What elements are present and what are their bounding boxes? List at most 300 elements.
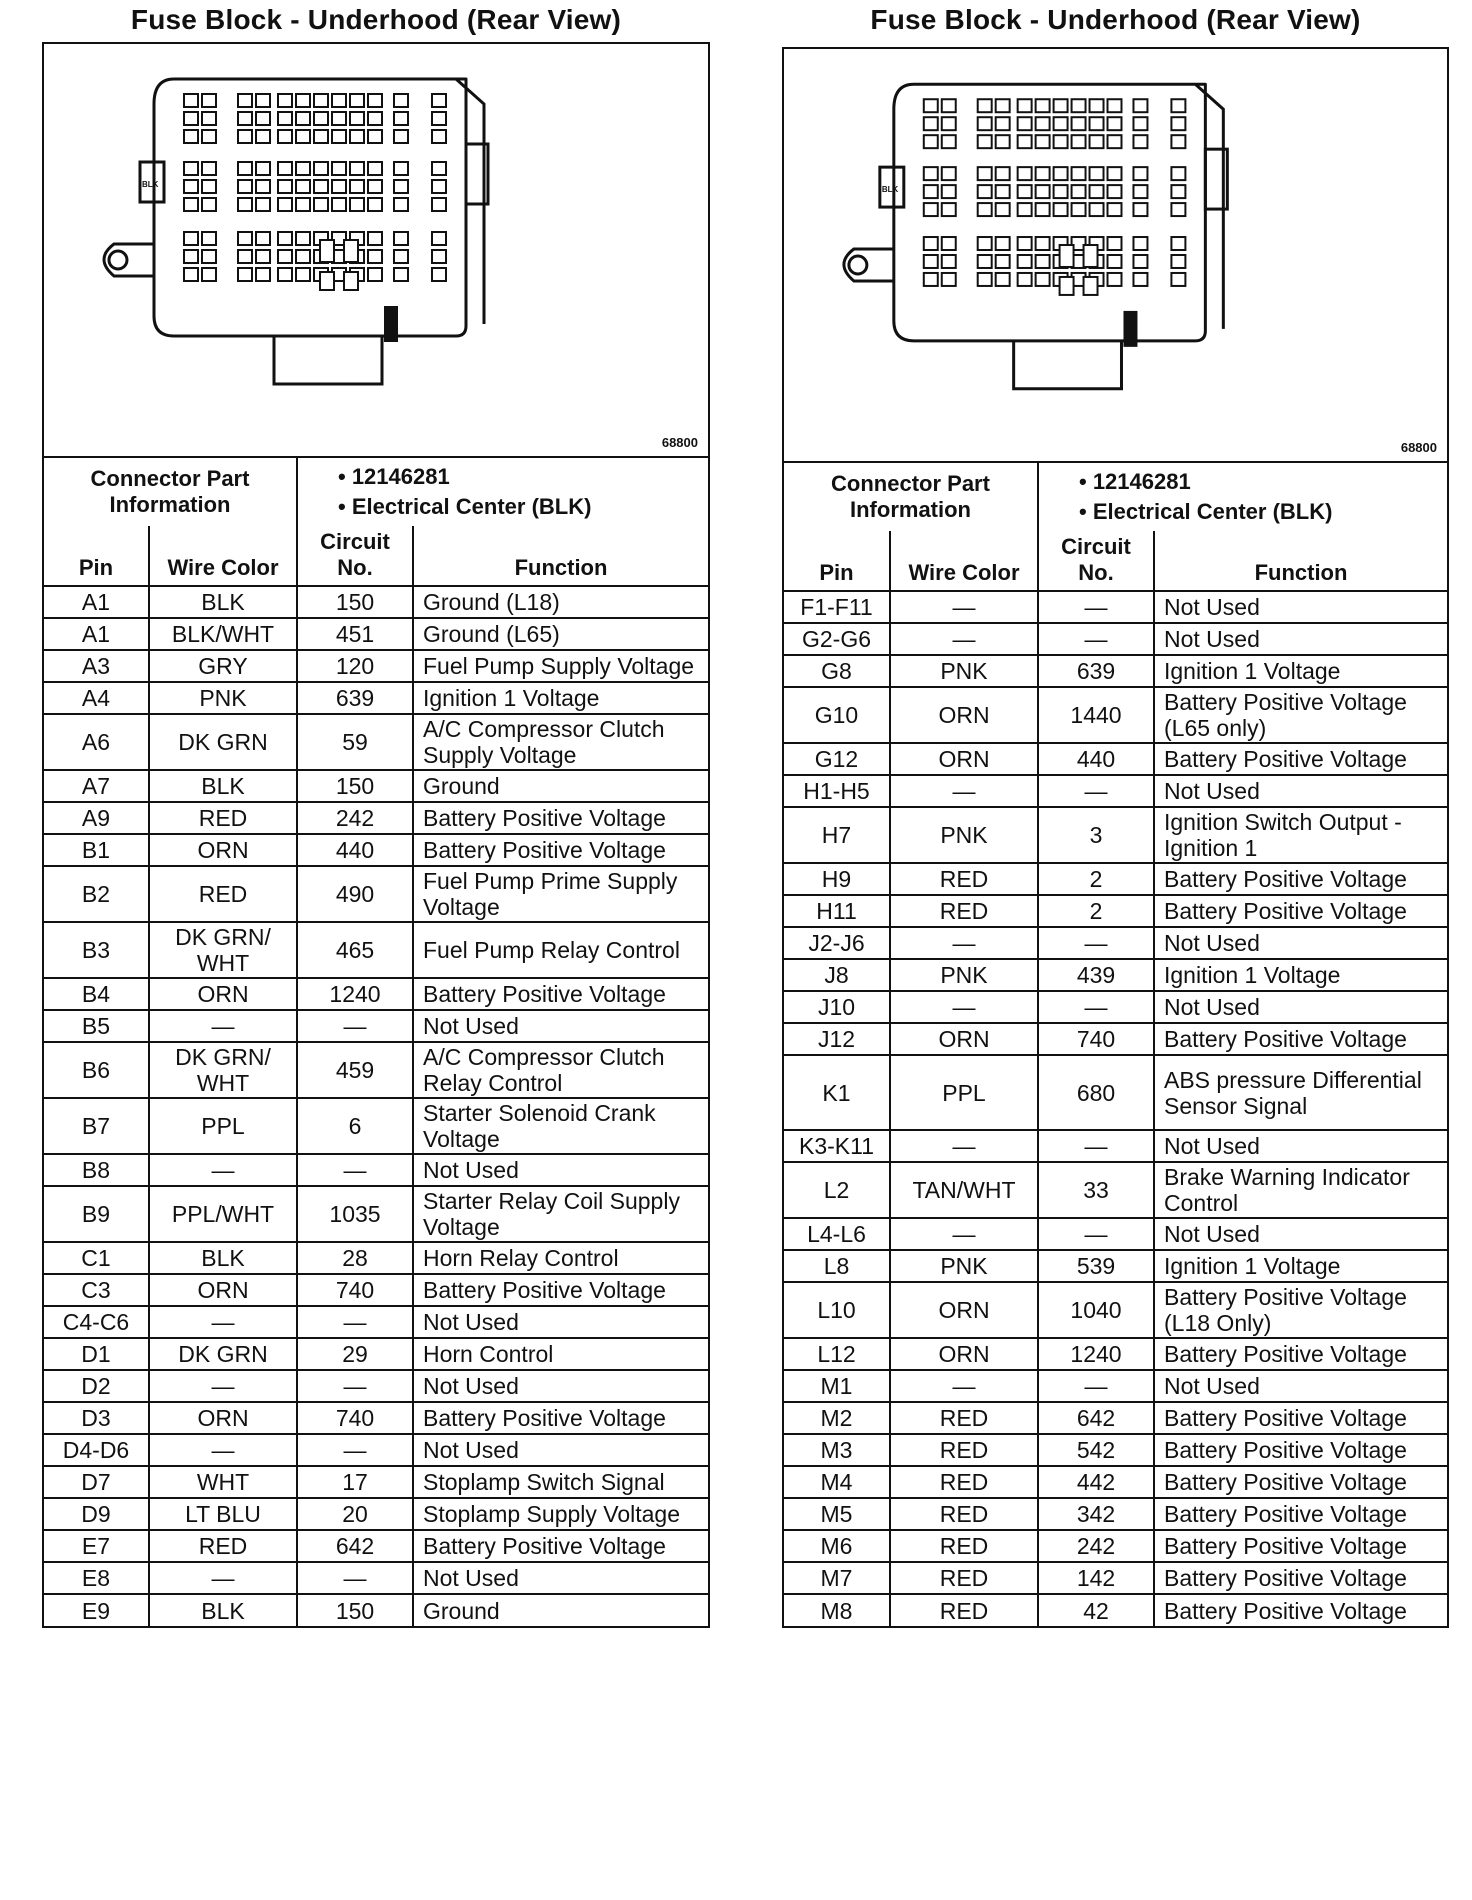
table-row [784, 775, 1447, 807]
fuse-cavity [1108, 135, 1122, 148]
function-cell: Ground (L18) [413, 586, 708, 618]
circuit-cell: 439 [1038, 959, 1154, 991]
fuse-cavity [1171, 237, 1185, 250]
fuse-cavity [1171, 99, 1185, 112]
fuse-cavity [1036, 185, 1050, 198]
function-cell: A/C Compressor Clutch Supply Voltage [413, 714, 708, 770]
pin-cell: F1-F11 [784, 591, 890, 623]
table-row [784, 623, 1447, 655]
circuit-cell: — [1038, 927, 1154, 959]
pin-cell: E8 [44, 1562, 149, 1594]
pin-cell: D2 [44, 1370, 149, 1402]
fuse-cavity [368, 232, 382, 245]
fuse-cavity [432, 94, 446, 107]
pin-cell: A9 [44, 802, 149, 834]
circuit-cell: — [297, 1010, 413, 1042]
fuse-cavity [978, 167, 992, 180]
connector-frame [782, 47, 1449, 1628]
fuse-cavity [296, 162, 310, 175]
fuse-block-diagram [784, 49, 1447, 463]
function-cell: Battery Positive Voltage [1154, 1594, 1447, 1626]
function-cell: Battery Positive Voltage [1154, 1466, 1447, 1498]
table-row [44, 1530, 708, 1562]
circuit-cell: — [1038, 1370, 1154, 1402]
wire-color-cell: — [890, 591, 1038, 623]
pin-cell: D9 [44, 1498, 149, 1530]
fuse-cavity [1054, 135, 1068, 148]
wire-color-cell: BLK [149, 770, 297, 802]
blk-label: BLK [142, 180, 159, 189]
table-row [784, 1562, 1447, 1594]
fuse-cavity [1133, 185, 1147, 198]
function-cell: Battery Positive Voltage [1154, 1498, 1447, 1530]
fuse-cavity [1018, 273, 1032, 286]
connector-frame [42, 42, 710, 1628]
pin-table [44, 526, 708, 1626]
fuse-cavity [350, 180, 364, 193]
circuit-cell: 242 [1038, 1530, 1154, 1562]
pin-cell: B5 [44, 1010, 149, 1042]
fuse-cavity [1171, 135, 1185, 148]
fuse-cavity [256, 180, 270, 193]
fuse-cavity [942, 237, 956, 250]
pin-cell: M2 [784, 1402, 890, 1434]
fuse-cavity [296, 112, 310, 125]
function-cell: Fuel Pump Relay Control [413, 922, 708, 978]
function-cell: Ignition 1 Voltage [1154, 1250, 1447, 1282]
fuse-cavity [924, 273, 938, 286]
pin-cell: B4 [44, 978, 149, 1010]
part-description: • Electrical Center (BLK) [338, 494, 592, 519]
table-row [44, 978, 708, 1010]
circuit-cell: — [1038, 991, 1154, 1023]
fuse-cavity [996, 99, 1010, 112]
table-row [44, 714, 708, 770]
pin-cell: B2 [44, 866, 149, 922]
fuse-cavity [924, 135, 938, 148]
pin-cell: A7 [44, 770, 149, 802]
fuse-cavity [278, 268, 292, 281]
wire-color-cell: PPL [890, 1055, 1038, 1130]
wire-color-cell: ORN [890, 687, 1038, 743]
table-row [44, 1186, 708, 1242]
function-cell: Battery Positive Voltage [413, 1274, 708, 1306]
function-cell: Battery Positive Voltage [413, 1402, 708, 1434]
fuse-cavity [1171, 255, 1185, 268]
fuse-cavity [238, 198, 252, 211]
fuse-cavity [978, 99, 992, 112]
circuit-cell: 342 [1038, 1498, 1154, 1530]
fuse-cavity [202, 112, 216, 125]
circuit-cell: 740 [297, 1274, 413, 1306]
function-cell: Brake Warning Indicator Control [1154, 1162, 1447, 1218]
function-cell: Battery Positive Voltage [1154, 1530, 1447, 1562]
function-cell: Battery Positive Voltage [1154, 1562, 1447, 1594]
function-cell: Not Used [413, 1154, 708, 1186]
wire-color-cell: ORN [890, 1338, 1038, 1370]
pin-cell: J2-J6 [784, 927, 890, 959]
function-cell: Fuel Pump Supply Voltage [413, 650, 708, 682]
fuse-cavity [1018, 237, 1032, 250]
mounting-ear [104, 244, 154, 276]
pin-cell: D4-D6 [44, 1434, 149, 1466]
fuse-cavity [1090, 203, 1104, 216]
function-cell: Horn Control [413, 1338, 708, 1370]
circuit-cell: 2 [1038, 895, 1154, 927]
header-function: Function [1154, 531, 1447, 591]
wire-color-cell: PNK [890, 1250, 1038, 1282]
fuse-cavity [238, 268, 252, 281]
circuit-cell: — [297, 1370, 413, 1402]
circuit-cell: 639 [1038, 655, 1154, 687]
circuit-cell: — [1038, 1130, 1154, 1162]
table-row [784, 807, 1447, 863]
function-cell: Battery Positive Voltage [1154, 1434, 1447, 1466]
housing-edge [456, 79, 484, 324]
circuit-cell: 6 [297, 1098, 413, 1154]
pin-cell: G8 [784, 655, 890, 687]
table-row [44, 922, 708, 978]
wire-color-cell: RED [890, 1434, 1038, 1466]
fuse-cavity [996, 237, 1010, 250]
pin-cell: L4-L6 [784, 1218, 890, 1250]
function-cell: Not Used [413, 1370, 708, 1402]
fuse-cavity [1133, 255, 1147, 268]
fuse-cavity [978, 185, 992, 198]
fuse-cavity [996, 203, 1010, 216]
part-number: • 12146281 [1079, 469, 1191, 494]
fuse-cavity [1018, 99, 1032, 112]
fuse-cavity [202, 250, 216, 263]
function-cell: Not Used [413, 1010, 708, 1042]
connector-shroud [1014, 341, 1122, 389]
fuse-cavity [256, 268, 270, 281]
pin-cell: H9 [784, 863, 890, 895]
wire-color-cell: PNK [890, 807, 1038, 863]
circuit-cell: — [1038, 623, 1154, 655]
fuse-cavity [350, 198, 364, 211]
fuse-cavity [942, 99, 956, 112]
wire-color-cell: PNK [890, 959, 1038, 991]
fuse-cavity [978, 273, 992, 286]
header-wire-color: Wire Color [890, 531, 1038, 591]
pin-cell: C1 [44, 1242, 149, 1274]
function-cell: Not Used [1154, 775, 1447, 807]
mounting-hole [849, 256, 867, 274]
fuse-cavity [1072, 99, 1086, 112]
fuse-cavity [184, 232, 198, 245]
fuse-cavity [1036, 203, 1050, 216]
function-cell: Battery Positive Voltage [413, 1530, 708, 1562]
function-cell: Not Used [1154, 1130, 1447, 1162]
fuse-cavity [332, 162, 346, 175]
wire-color-cell: BLK/WHT [149, 618, 297, 650]
table-row [784, 1162, 1447, 1218]
table-row [44, 1274, 708, 1306]
fuse-cavity [278, 198, 292, 211]
fuse-cavity [942, 167, 956, 180]
fuse-cavity [1108, 255, 1122, 268]
table-row [44, 1154, 708, 1186]
fuse-cavity [314, 180, 328, 193]
table-row [44, 1402, 708, 1434]
fuse-cavity [978, 255, 992, 268]
fuse-cavity [314, 112, 328, 125]
header-circuit-no: Circuit No. [297, 526, 413, 586]
fuse-cavity [1036, 273, 1050, 286]
table-row [44, 1010, 708, 1042]
pin-cell: A4 [44, 682, 149, 714]
relay-cavity [320, 272, 334, 290]
circuit-cell: 542 [1038, 1434, 1154, 1466]
fuse-cavity [1133, 135, 1147, 148]
connector-part-values [1038, 463, 1447, 531]
function-cell: Starter Relay Coil Supply Voltage [413, 1186, 708, 1242]
fuse-cavity [996, 273, 1010, 286]
function-cell: Not Used [413, 1306, 708, 1338]
table-row [44, 770, 708, 802]
circuit-cell: 539 [1038, 1250, 1154, 1282]
table-row [44, 1370, 708, 1402]
fuse-cavity [368, 162, 382, 175]
fuse-cavity [996, 167, 1010, 180]
fuse-cavity [296, 180, 310, 193]
pin-cell: L10 [784, 1282, 890, 1338]
wire-color-cell: — [890, 623, 1038, 655]
connector-info-table [44, 458, 708, 526]
fuse-cavity [1054, 99, 1068, 112]
table-row [784, 1594, 1447, 1626]
table-row [44, 834, 708, 866]
wire-color-cell: PPL [149, 1098, 297, 1154]
function-cell: Not Used [1154, 991, 1447, 1023]
fuse-cavity [368, 198, 382, 211]
pin-cell: A3 [44, 650, 149, 682]
fuse-cavity [924, 167, 938, 180]
wire-color-cell: ORN [149, 978, 297, 1010]
fuse-cavity [1090, 135, 1104, 148]
pin-cell: G10 [784, 687, 890, 743]
fuse-cavity [432, 268, 446, 281]
pin-cell: B7 [44, 1098, 149, 1154]
wire-color-cell: WHT [149, 1466, 297, 1498]
pin-cell: K1 [784, 1055, 890, 1130]
pin-cell: E7 [44, 1530, 149, 1562]
circuit-cell: 120 [297, 650, 413, 682]
fuse-cavity [1108, 237, 1122, 250]
fuse-block-drawing [44, 44, 708, 456]
function-cell: Ignition 1 Voltage [1154, 655, 1447, 687]
fuse-cavity [1133, 99, 1147, 112]
fuse-cavity [924, 237, 938, 250]
fuse-cavity [296, 250, 310, 263]
wire-color-cell: ORN [890, 743, 1038, 775]
connector-part-label: Connector Part Information [784, 463, 1038, 531]
fuse-cavity [1171, 185, 1185, 198]
circuit-cell: 1240 [297, 978, 413, 1010]
circuit-cell: 465 [297, 922, 413, 978]
circuit-cell: 1240 [1038, 1338, 1154, 1370]
fuse-cavity [942, 255, 956, 268]
fuse-cavity [184, 112, 198, 125]
table-row [784, 1023, 1447, 1055]
relay-cavity [1084, 245, 1098, 267]
table-row [44, 1338, 708, 1370]
figure-number: 68800 [1400, 440, 1437, 455]
housing-edge [1195, 84, 1223, 329]
wire-color-cell: RED [890, 1594, 1038, 1626]
fuse-cavity [1036, 117, 1050, 130]
wire-color-cell: ORN [149, 1274, 297, 1306]
header-pin: Pin [784, 531, 890, 591]
fuse-cavity [996, 135, 1010, 148]
fuse-cavity [394, 162, 408, 175]
circuit-cell: — [1038, 1218, 1154, 1250]
fuse-cavity [256, 232, 270, 245]
relay-cavity [1084, 277, 1098, 295]
fuse-cavity [924, 99, 938, 112]
fuse-cavity [394, 130, 408, 143]
fuse-cavity [1133, 237, 1147, 250]
fuse-cavity [350, 130, 364, 143]
table-row [784, 1250, 1447, 1282]
wire-color-cell: — [149, 1562, 297, 1594]
fuse-cavity [1036, 135, 1050, 148]
header-function: Function [413, 526, 708, 586]
pin-cell: L2 [784, 1162, 890, 1218]
fuse-cavity [202, 232, 216, 245]
wire-color-cell: DK GRN [149, 714, 297, 770]
wire-color-cell: GRY [149, 650, 297, 682]
function-cell: Battery Positive Voltage [1154, 743, 1447, 775]
fuse-cavity [1090, 117, 1104, 130]
fuse-cavity [278, 162, 292, 175]
fuse-cavity [278, 232, 292, 245]
circuit-cell: 242 [297, 802, 413, 834]
pin-cell: B9 [44, 1186, 149, 1242]
wire-color-cell: DK GRN [149, 1338, 297, 1370]
wire-color-cell: — [149, 1306, 297, 1338]
fuse-cavity [314, 94, 328, 107]
function-cell: Battery Positive Voltage [1154, 895, 1447, 927]
fuse-cavity [924, 255, 938, 268]
circuit-cell: — [1038, 591, 1154, 623]
function-cell: Fuel Pump Prime Supply Voltage [413, 866, 708, 922]
connector-part-values [297, 458, 708, 526]
function-cell: Battery Positive Voltage (L65 only) [1154, 687, 1447, 743]
wire-color-cell: LT BLU [149, 1498, 297, 1530]
fuse-cavity [1133, 167, 1147, 180]
function-cell: Not Used [1154, 1218, 1447, 1250]
function-cell: Ground (L65) [413, 618, 708, 650]
pin-cell: L8 [784, 1250, 890, 1282]
fuse-cavity [238, 94, 252, 107]
table-row [784, 1370, 1447, 1402]
fuse-cavity [1108, 273, 1122, 286]
pin-cell: B6 [44, 1042, 149, 1098]
function-cell: Ignition Switch Output - Ignition 1 [1154, 807, 1447, 863]
function-cell: Battery Positive Voltage [413, 834, 708, 866]
function-cell: Battery Positive Voltage [1154, 1338, 1447, 1370]
fuse-cavity [432, 198, 446, 211]
fuse-cavity [278, 180, 292, 193]
table-row [44, 618, 708, 650]
circuit-cell: 59 [297, 714, 413, 770]
wire-color-cell: — [149, 1370, 297, 1402]
fuse-cavity [368, 130, 382, 143]
fuse-cavity [184, 94, 198, 107]
table-row [784, 655, 1447, 687]
fuse-cavity [978, 117, 992, 130]
wire-color-cell: — [149, 1010, 297, 1042]
pin-cell: K3-K11 [784, 1130, 890, 1162]
pin-cell: M5 [784, 1498, 890, 1530]
fuse-cavity [184, 250, 198, 263]
fuse-cavity [256, 112, 270, 125]
fuse-cavity [432, 112, 446, 125]
fuse-cavity [1108, 167, 1122, 180]
fuse-cavity [942, 135, 956, 148]
fuse-cavity [202, 198, 216, 211]
header-circuit-no: Circuit No. [1038, 531, 1154, 591]
fuse-cavity [1036, 167, 1050, 180]
fuse-cavity [184, 180, 198, 193]
table-row [784, 1338, 1447, 1370]
fuse-cavity [202, 162, 216, 175]
fuse-cavity [314, 162, 328, 175]
table-row [44, 1466, 708, 1498]
fuse-cavity [1171, 273, 1185, 286]
pin-cell: M6 [784, 1530, 890, 1562]
circuit-cell: 680 [1038, 1055, 1154, 1130]
circuit-cell: 740 [297, 1402, 413, 1434]
fuse-cavity [202, 268, 216, 281]
table-row [44, 586, 708, 618]
pin-cell: M7 [784, 1562, 890, 1594]
wire-color-cell: RED [149, 802, 297, 834]
fuse-cavity [332, 130, 346, 143]
pin-cell: M4 [784, 1466, 890, 1498]
fuse-cavity [314, 198, 328, 211]
pin-cell: J12 [784, 1023, 890, 1055]
fuse-cavity [1072, 167, 1086, 180]
fuse-cavity [368, 112, 382, 125]
circuit-cell: 440 [297, 834, 413, 866]
circuit-cell: 459 [297, 1042, 413, 1098]
fuse-cavity [1018, 167, 1032, 180]
wire-color-cell: — [890, 775, 1038, 807]
fuse-cavity [1171, 167, 1185, 180]
function-cell: Battery Positive Voltage [1154, 863, 1447, 895]
fuse-cavity [432, 130, 446, 143]
wire-color-cell: BLK [149, 1242, 297, 1274]
wire-color-cell: RED [890, 863, 1038, 895]
fuse-cavity [924, 185, 938, 198]
table-row [44, 1042, 708, 1098]
fuse-cavity [1018, 117, 1032, 130]
function-cell: Battery Positive Voltage [413, 978, 708, 1010]
table-row [44, 1434, 708, 1466]
circuit-cell: 639 [297, 682, 413, 714]
relay-cavity [344, 272, 358, 290]
relay-cavity [1060, 245, 1074, 267]
part-number: • 12146281 [338, 464, 450, 489]
table-row [44, 1306, 708, 1338]
pin-cell: A1 [44, 618, 149, 650]
table-row [784, 991, 1447, 1023]
fuse-cavity [256, 94, 270, 107]
fuse-cavity [256, 198, 270, 211]
